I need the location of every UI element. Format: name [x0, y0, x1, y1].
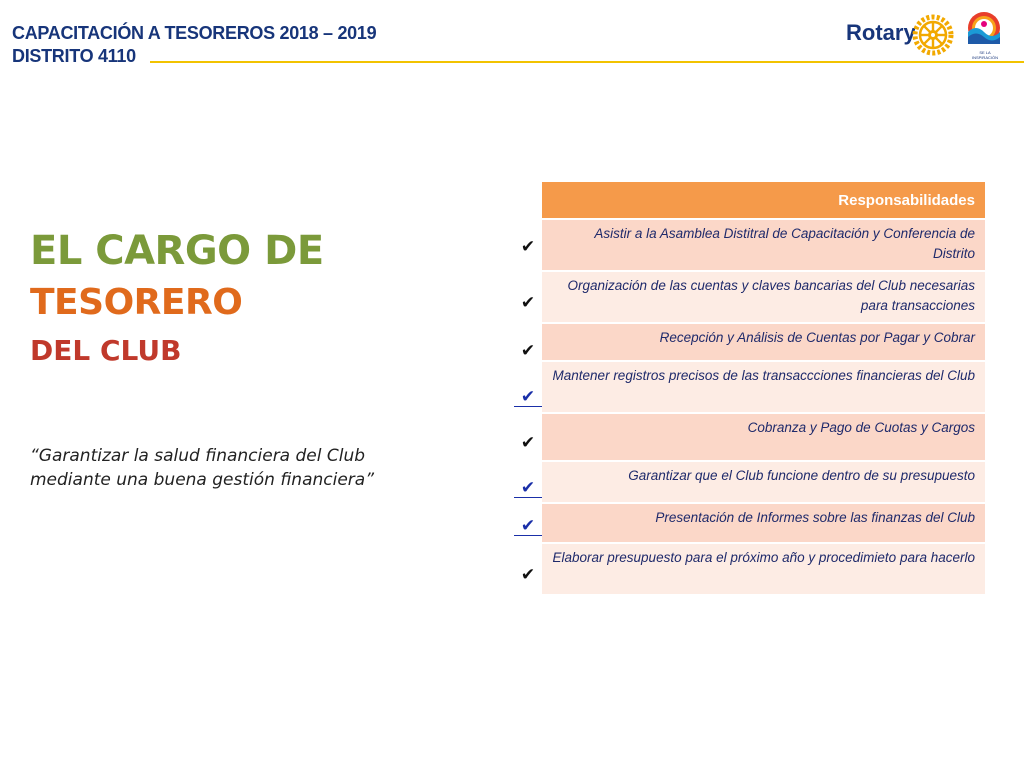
- table-header: Responsabilidades: [542, 182, 985, 220]
- table-row: Recepción y Análisis de Cuentas por Pagar y Cobrar: [542, 324, 985, 362]
- checkmark-icon: ✔: [520, 293, 536, 313]
- theme-logo-caption: SE LA INSPIRACIÓN: [971, 50, 998, 60]
- header-divider: [150, 61, 1024, 63]
- title-line-3: DEL CLUB: [30, 334, 182, 367]
- header-line-2: DISTRITO 4110: [12, 46, 136, 66]
- mission-quote: “Garantizar la salud financiera del Club mediante una buena gestión financiera”: [30, 446, 375, 490]
- rotary-wheel-icon: [911, 13, 955, 57]
- checkmark-icon[interactable]: ✔: [514, 479, 542, 498]
- table-row: Organización de las cuentas y claves bancarias del Club necesarias para transacciones: [542, 272, 985, 324]
- checkmark-icon: ✔: [520, 433, 536, 453]
- table-row: Mantener registros precisos de las transaccciones financieras del Club: [542, 362, 985, 414]
- table-row: Cobranza y Pago de Cuotas y Cargos: [542, 414, 985, 462]
- title-line-1: EL CARGO DE: [30, 228, 324, 274]
- checkmark-icon[interactable]: ✔: [514, 517, 542, 536]
- table-row: Elaborar presupuesto para el próximo año y procedimieto para hacerlo: [542, 544, 985, 596]
- table-row: Presentación de Informes sobre las finanzas del Club: [542, 504, 985, 544]
- title-line-2: TESORERO: [30, 282, 243, 323]
- checkmark-icon: ✔: [520, 565, 536, 585]
- checkmark-icon: ✔: [520, 341, 536, 361]
- table-row: Garantizar que el Club funcione dentro de su presupuesto: [542, 462, 985, 504]
- checkmark-icon: ✔: [520, 237, 536, 257]
- rotary-brand-text: Rotary: [846, 20, 916, 45]
- checkmark-icon[interactable]: ✔: [514, 388, 542, 407]
- header-line-1: CAPACITACIÓN A TESOREROS 2018 – 2019: [12, 23, 377, 43]
- table-row: Asistir a la Asamblea Distitral de Capacitación y Conferencia de Distrito: [542, 220, 985, 272]
- responsibilities-table: [542, 182, 985, 596]
